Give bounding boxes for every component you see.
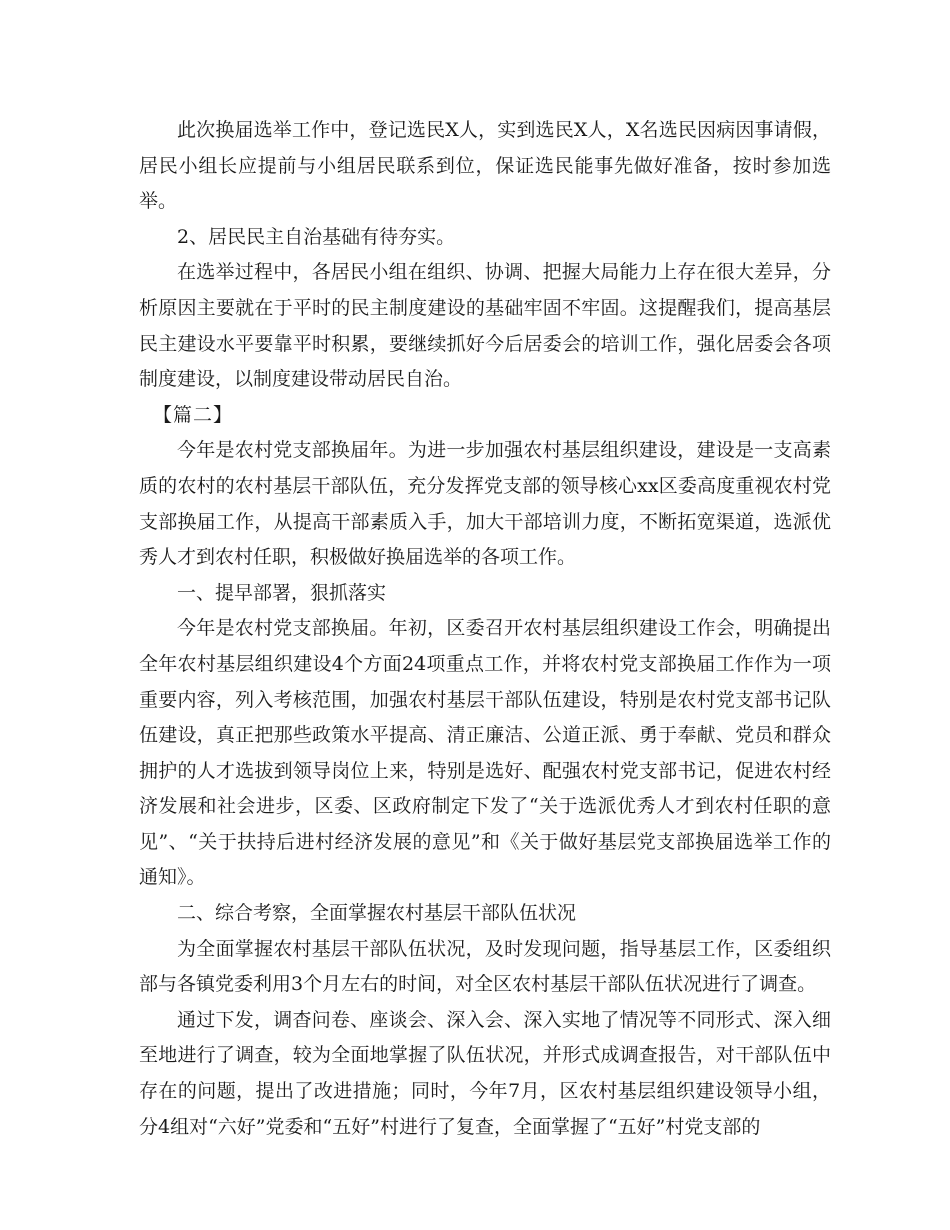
paragraph-party-branch-intro: 今年是农村党支部换届年。为进一步加强农村基层组织建设，建设是一支高素质的农村的农村基层干部队伍，充分发挥党支部的领导核心xx区委高度重视农村党支部换届工作，从提高干部素质入手，加大干部培训力度，不断拓宽渠道，选派优秀人才到农村任职，积极做好换届选举的各项工作。 [139,439,831,569]
subheading-early-deployment: 一、提早部署，狠抓落实 [177,581,387,604]
paragraph-voter-registration: 此次换届选举工作中，登记选民X人，实到选民X人，X名选民因病因事请假，居民小组长应提前与小组居民联系到位，保证选民能事先做好准备，按时参加选举。 [139,119,831,213]
paragraph-annual-work-plan: 今年是农村党支部换届。年初，区委召开农村基层组织建设工作会，明确提出全年农村基层组织建设4个方面24项重点工作，并将农村党支部换届工作作为一项重要内容，列入考核范围，加强农村基层干部队伍建设，特别是农村党支部书记队伍建设，真正把那些政策水平提高、清正廉洁、公道正派、勇于奉献、党员和群众拥护的人才选拔到领导岗位上来，特别是选好、配强农村党支部书记，促进农村经济发展和社会进步，区委、区政府制定下发了“关于选派优秀人才到农村任职的意见”、“关于扶持后进村经济发展的意见”和《关于做好基层党支部换届选举工作的通知》。 [139,617,831,889]
paragraph-autonomy-subheading: 2、居民民主自治基础有待夯实。 [177,225,456,248]
paragraph-cadre-survey: 为全面掌握农村基层干部队伍状况，及时发现问题，指导基层工作，区委组织部与各镇党委利用3个月左右的时间，对全区农村基层干部队伍状况进行了调查。 [139,937,831,996]
subheading-comprehensive-review: 二、综合考察，全面掌握农村基层干部队伍状况 [177,902,577,925]
document-body [139,113,831,1145]
section-heading-part-two: 【篇二】 [153,403,234,426]
paragraph-election-analysis: 在选举过程中，各居民小组在组织、协调、把握大局能力上存在很大差异，分析原因主要就在于平时的民主制度建设的基础牢固不牢固。这提醒我们，提高基层民主建设水平要靠平时积累，要继续抓好今后居委会的培训工作，强化居委会各项制度建设，以制度建设带动居民自治。 [139,261,831,391]
paragraph-survey-methods: 通过下发，调杳问卷、座谈会、深入会、深入实地了情况等不同形式、深入细至地进行了调查，较为全面地掌握了队伍状况，并形式成调查报告，对干部队伍中存在的问题，提出了改进措施；同时，今年7月，区农村基层组织建设领导小组，分4组对“六好”党委和“五好”村进行了复查，全面掌握了“五好”村党支部的 [139,1008,831,1138]
